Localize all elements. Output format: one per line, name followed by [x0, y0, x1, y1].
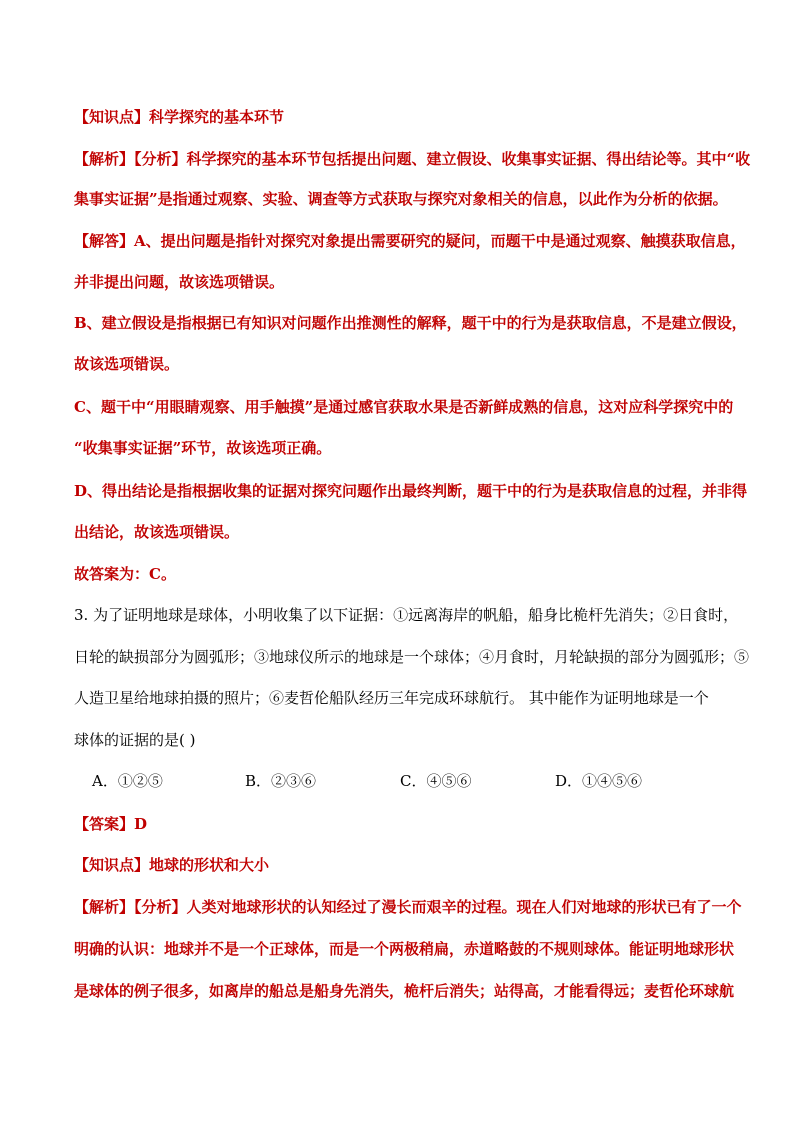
q3-stem-line-4: 球体的证据的是( ): [74, 731, 196, 749]
q2-solution-line-1: 【解答】A、提出问题是指针对探究对象提出需要研究的疑问，而题干中是通过观察、触摸获取信息，: [74, 232, 746, 250]
q2-option-d-explanation-line-1: D、得出结论是指根据收集的证据对探究问题作出最终判断，题干中的行为是获取信息的过程，并非得: [74, 482, 748, 500]
q3-stem-line-2: 日轮的缺损部分为圆弧形；③地球仪所示的地球是一个球体；④月食时，月轮缺损的部分为圆弧形；⑤: [74, 648, 750, 666]
q3-analysis-line-2: 明确的认识：地球并不是一个正球体，而是一个两极稍扁，赤道略鼓的不规则球体。能证明地球形状: [74, 940, 735, 958]
q2-option-b-explanation-line-2: 故该选项错误。: [74, 355, 180, 373]
q2-option-b-explanation-line-1: B、建立假设是指根据已有知识对问题作出推测性的解释，题干中的行为是获取信息，不是建立假设，: [74, 314, 747, 332]
q2-option-d-explanation-line-2: 出结论，故该选项错误。: [74, 523, 240, 541]
q3-answer: 【答案】D: [74, 815, 148, 833]
q3-options: [0, 770, 794, 792]
q3-option-b: B．②③⑥: [245, 772, 317, 790]
q3-analysis-line-1: 【解析】【分析】人类对地球形状的认知经过了漫长而艰辛的过程。现在人们对地球的形状已有了一个: [74, 898, 742, 916]
q2-option-c-explanation-line-2: “收集事实证据”环节，故该选项正确。: [74, 439, 332, 457]
q2-analysis-line-1: 【解析】【分析】科学探究的基本环节包括提出问题、建立假设、收集事实证据、得出结论等。其中“收: [74, 150, 751, 168]
q2-option-c-explanation-line-1: C、题干中“用眼睛观察、用手触摸”是通过感官获取水果是否新鲜成熟的信息，这对应科学探究中的: [74, 398, 734, 416]
q2-knowledge-point: 【知识点】科学探究的基本环节: [74, 108, 285, 126]
q3-option-c: C．④⑤⑥: [400, 772, 472, 790]
q3-analysis-line-3: 是球体的例子很多，如离岸的船总是船身先消失，桅杆后消失；站得高，才能看得远；麦哲伦环球航: [74, 982, 735, 1000]
q3-knowledge-point: 【知识点】地球的形状和大小: [74, 856, 270, 874]
q3-stem-line-1: 3. 为了证明地球是球体，小明收集了以下证据：①远离海岸的帆船，船身比桅杆先消失；②日食时，: [74, 606, 739, 624]
q2-analysis-line-2: 集事实证据”是指通过观察、实验、调查等方式获取与探究对象相关的信息，以此作为分析的依据。: [74, 190, 728, 208]
q3-stem-line-3: 人造卫星给地球拍摄的照片；⑥麦哲伦船队经历三年完成环球航行。 其中能作为证明地球是一个: [74, 689, 709, 707]
q2-solution-line-2: 并非提出问题，故该选项错误。: [74, 273, 285, 291]
q3-option-a: A．①②⑤: [92, 772, 163, 790]
q2-final-answer: 故答案为：C。: [74, 565, 176, 583]
q3-option-d: D．①④⑤⑥: [555, 772, 643, 790]
